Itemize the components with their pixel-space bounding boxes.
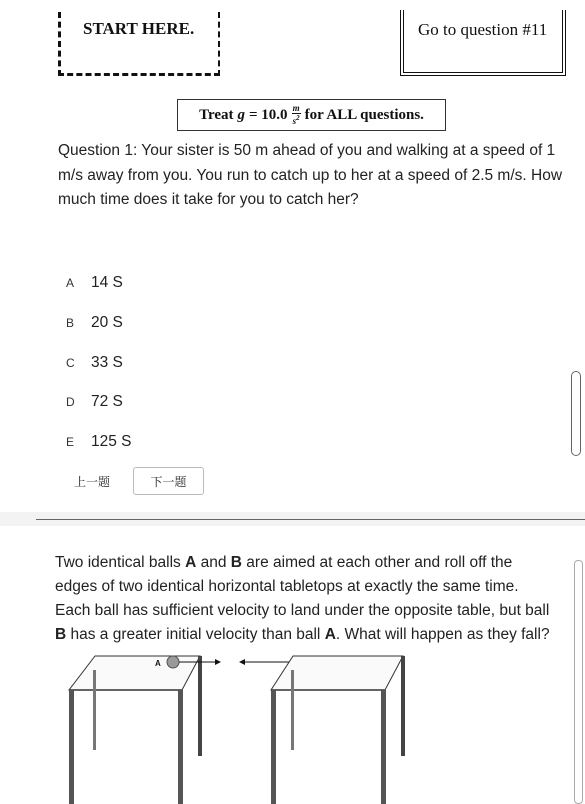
next-question-button[interactable]: 下一题	[133, 467, 204, 495]
option-a[interactable]	[66, 274, 123, 292]
gravity-symbol: g	[237, 106, 245, 123]
question-2-text-part: and	[196, 554, 231, 571]
scrollbar-thumb[interactable]	[571, 371, 581, 456]
ball-a	[167, 656, 179, 668]
option-c[interactable]	[66, 354, 123, 372]
question-2-text-part: are aimed at each other and roll off the edges of two identical horizontal tabletops at exactly the same time. Each ball has sufficient velocity to land under the opposite table, but ball	[55, 554, 550, 619]
gravity-value: = 10.0	[249, 106, 288, 123]
option-text: 14 S	[91, 274, 123, 291]
previous-question-button[interactable]: 上一题	[74, 475, 111, 489]
gravity-note	[177, 99, 446, 131]
ball-a-label: A	[324, 626, 336, 643]
option-letter: A	[66, 276, 75, 290]
right-table	[271, 656, 405, 804]
question-1-text: Question 1: Your sister is 50 m ahead of you and walking at a speed of 1 m/s away from you. You run to catch up to her at a speed of 2.5 m/s. How much time does it take for you to catch her?	[58, 142, 563, 208]
gravity-note-suffix: for ALL questions.	[304, 106, 424, 123]
ball-b-label: B	[230, 554, 242, 571]
left-table	[69, 656, 202, 804]
question-2-text-part: . What will happen as they fall?	[335, 626, 550, 643]
diagram-label-a: A	[155, 659, 161, 668]
section-divider	[36, 519, 585, 520]
option-d[interactable]	[66, 393, 123, 411]
gravity-note-prefix: Treat	[199, 106, 234, 123]
ball-b-label: B	[55, 626, 67, 643]
start-here-label: START HERE.	[83, 19, 195, 38]
scrollbar-track[interactable]	[574, 560, 583, 804]
option-letter: C	[66, 356, 75, 370]
question-2-text-part: Two identical balls	[55, 554, 186, 571]
ball-a-label: A	[185, 554, 197, 571]
goto-question-label: Go to question #11	[418, 20, 548, 39]
option-letter: D	[66, 395, 75, 409]
option-b[interactable]	[66, 314, 123, 332]
question-2-text	[55, 551, 555, 647]
option-text: 33 S	[91, 354, 123, 371]
ball-a-arrowhead	[215, 659, 221, 665]
option-text: 72 S	[91, 393, 123, 410]
option-letter: E	[66, 435, 75, 449]
option-text: 125 S	[91, 433, 132, 450]
gravity-unit-denominator: $s^2$	[292, 114, 300, 126]
option-e[interactable]	[66, 433, 132, 451]
tables-diagram	[55, 648, 415, 804]
question-2-text-part: has a greater initial velocity than ball	[66, 626, 325, 643]
gravity-unit-numerator: m	[292, 103, 300, 113]
gravity-unit	[292, 104, 301, 126]
ball-b-arrowhead	[239, 659, 245, 665]
option-letter: B	[66, 316, 75, 330]
option-text: 20 S	[91, 314, 123, 331]
